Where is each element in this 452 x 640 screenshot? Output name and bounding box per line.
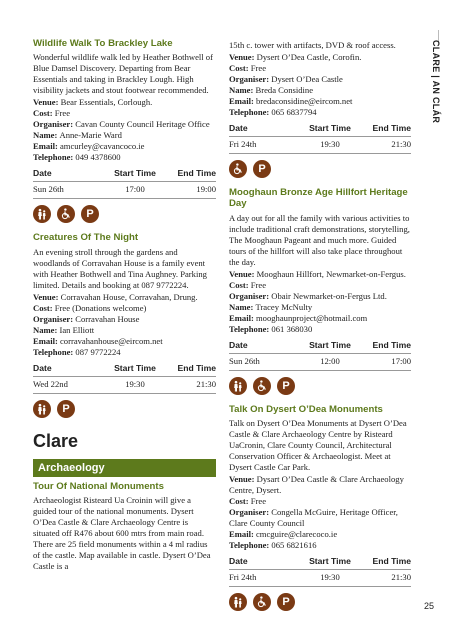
date-value: Wed 22nd — [33, 378, 68, 389]
organiser-field — [33, 119, 216, 130]
name-field-label: Name: — [229, 85, 256, 95]
parking-icon: P — [253, 160, 271, 178]
name-field — [33, 130, 216, 141]
organiser-field-label: Organiser: — [229, 74, 272, 84]
family-icon — [229, 377, 247, 395]
email-field — [33, 141, 216, 152]
date-value: Sun 26th — [229, 355, 260, 366]
schedule-header — [229, 337, 411, 354]
start-time-heading: Start Time — [114, 168, 156, 179]
facility-icons — [33, 205, 216, 223]
telephone-field-value: 061 368030 — [271, 323, 313, 334]
venue-field — [33, 97, 216, 108]
start-time-value: 19:30 — [320, 139, 340, 149]
cost-field-value: Free — [250, 495, 267, 506]
start-time-heading: Start Time — [309, 123, 351, 133]
venue-field-value: Dysart O’Dea Castle & Clare Archaeology Centre, Dysert. — [229, 473, 404, 495]
right-column — [229, 40, 411, 620]
email-field-label: Email: — [229, 312, 256, 323]
venue-field-label: Venue: — [33, 97, 61, 108]
wheelchair-icon — [229, 160, 247, 178]
event-title: Mooghaun Bronze Age Hillfort Heritage Day — [229, 187, 408, 210]
end-time-heading: End Time — [372, 555, 411, 566]
telephone-field-label: Telephone: — [33, 346, 76, 357]
start-time-heading: Start Time — [309, 339, 351, 350]
email-field — [33, 336, 216, 347]
cost-field-value: Free — [250, 279, 267, 290]
event-listing — [229, 187, 411, 395]
email-field-value: cmcguire@clarecoco.ie — [255, 528, 338, 539]
page-number: 25 — [424, 601, 435, 611]
organiser-field-value: Cavan County Council Heritage Office — [75, 119, 210, 130]
cost-field — [229, 280, 411, 291]
organiser-field-label: Organiser: — [229, 506, 272, 517]
start-time-heading: Start Time — [309, 555, 351, 566]
cost-field — [229, 496, 411, 507]
telephone-field — [229, 540, 411, 551]
date-value: Fri 24th — [229, 139, 257, 149]
organiser-field-label: Organiser: — [33, 119, 76, 130]
family-icon — [33, 400, 51, 418]
email-field-label: Email: — [229, 528, 256, 539]
start-time-value: 19:30 — [125, 378, 145, 389]
schedule-row — [229, 570, 411, 587]
left-column — [33, 38, 216, 581]
end-time-heading: End Time — [372, 123, 411, 133]
name-field-label: Name: — [33, 130, 60, 141]
date-heading: Date — [229, 339, 248, 350]
end-time-heading: End Time — [177, 362, 216, 373]
email-field-label: Email: — [33, 141, 60, 152]
schedule-header — [33, 360, 216, 377]
telephone-field-label: Telephone: — [33, 152, 76, 163]
name-field-label: Name: — [33, 324, 60, 335]
end-time-heading: End Time — [372, 339, 411, 350]
schedule-header — [229, 120, 411, 137]
start-time-value: 17:00 — [125, 184, 145, 195]
facility-icons — [33, 400, 216, 418]
organiser-field — [229, 507, 411, 529]
schedule-row — [33, 377, 216, 394]
event-title: Tour Of National Monuments — [33, 480, 164, 492]
name-field — [229, 302, 411, 313]
cost-field-value: Free — [250, 63, 267, 73]
facility-icons — [229, 160, 411, 178]
name-field — [229, 85, 411, 96]
schedule-header — [229, 553, 411, 570]
venue-field — [229, 474, 411, 496]
name-field-value: Ian Elliott — [59, 324, 95, 335]
cost-field-value: Free — [54, 108, 71, 119]
email-field-value: mooghaunproject@hotmail.com — [255, 312, 368, 323]
family-icon — [33, 205, 51, 223]
date-heading: Date — [33, 168, 52, 179]
venue-field-value: Bear Essentials, Corlough. — [60, 97, 153, 108]
event-description: An evening stroll through the gardens and woodlands of Corravahan House is a family event with Heather Bothwell and Tina Aughney. Parking limited. Details and booking at 087 9772224. — [33, 246, 207, 290]
event-listing — [229, 404, 411, 611]
event-continuation — [229, 40, 411, 178]
end-time-value: 21:30 — [196, 378, 216, 389]
schedule-row — [229, 354, 411, 371]
parking-icon: P — [57, 400, 75, 418]
organiser-field-value: Obair Newmarket-on-Fergus Ltd. — [271, 290, 387, 301]
sidebar-tab — [420, 40, 450, 150]
event-listing — [33, 232, 216, 417]
telephone-field-value: 049 4378600 — [75, 152, 121, 163]
telephone-field-value: 065 6837794 — [271, 107, 317, 117]
end-time-value: 21:30 — [391, 139, 411, 149]
email-field — [229, 529, 411, 540]
cost-field — [229, 63, 411, 74]
date-heading: Date — [229, 123, 248, 133]
organiser-field-label: Organiser: — [229, 290, 272, 301]
wheelchair-icon — [57, 205, 75, 223]
facility-icons — [229, 377, 411, 395]
cost-field — [33, 108, 216, 119]
end-time-value: 17:00 — [391, 355, 411, 366]
continuation-block — [229, 40, 411, 178]
event-title: Wildlife Walk To Brackley Lake — [33, 38, 173, 49]
date-value: Sun 26th — [33, 184, 64, 195]
name-field-value: Anne-Marie Ward — [59, 130, 122, 141]
name-field-value: Tracey McNulty — [255, 301, 313, 312]
telephone-field-label: Telephone: — [229, 323, 272, 334]
schedule-header — [33, 165, 216, 182]
event-listing — [33, 38, 216, 223]
email-field-value: amcurley@cavancoco.ie — [59, 141, 145, 152]
cost-field — [33, 303, 216, 314]
wheelchair-icon — [253, 377, 271, 395]
event-description: A day out for all the family with various activities to include traditional craft demonstrations, storytelling, The Mooghaun Pageant and much more. Guided tours of the hillfort will also take place throughout the day. — [229, 212, 410, 267]
venue-field — [229, 52, 411, 63]
telephone-field-label: Telephone: — [229, 107, 272, 117]
organiser-field-value: Congella McGuire, Heritage Officer, Clare County Council — [229, 506, 398, 528]
event-title: Creatures Of The Night — [33, 232, 139, 244]
cost-field-label: Cost: — [33, 302, 55, 313]
telephone-field-value: 065 6821616 — [271, 539, 317, 550]
event-partial — [33, 481, 216, 572]
event-description: Archaeologist Risteard Ua Croinin will give a guided tour of the national monuments. Dysert O’Dea Castle & Clare Archaeology Centre is situated off R476 about 600 mtrs from main road. There are 25 field monuments within a 4 ml radius of the castle. Map available in castle. Dysert O’Dea Castle is a — [33, 495, 211, 572]
venue-field-value: Mooghaun Hillfort, Newmarket-on-Fergus. — [256, 268, 406, 279]
name-field-label: Name: — [229, 301, 256, 312]
date-value: Fri 24th — [229, 571, 257, 582]
organiser-field-label: Organiser: — [33, 313, 76, 324]
organiser-field — [229, 291, 411, 302]
cost-field-value: Free (Donations welcome) — [54, 302, 147, 313]
telephone-field — [229, 107, 411, 118]
email-field — [229, 313, 411, 324]
sidebar-label: CLARE | AN CLÁR — [431, 40, 441, 124]
organiser-field — [229, 74, 411, 85]
wheelchair-icon — [253, 593, 271, 611]
facility-icons — [229, 593, 411, 611]
schedule-row — [229, 137, 411, 154]
cost-field-label: Cost: — [33, 108, 55, 119]
end-time-value: 19:00 — [196, 184, 216, 195]
family-icon — [229, 593, 247, 611]
end-time-heading: End Time — [177, 168, 216, 179]
start-time-value: 19:30 — [320, 571, 340, 582]
right-events — [229, 187, 411, 611]
parking-icon: P — [277, 377, 295, 395]
venue-field-label: Venue: — [229, 268, 257, 279]
county-heading: Clare — [33, 430, 79, 451]
email-field-label: Email: — [33, 335, 60, 346]
email-field-label: Email: — [229, 96, 256, 106]
cost-field-label: Cost: — [229, 279, 251, 290]
event-description: Wonderful wildlife walk led by Heather Bothwell of Blue Damsel Discovery. Departing from Bear Essentials and taking in Brackley Lough. High visibility jackets and stout footwear recommended. — [33, 52, 213, 96]
venue-field — [229, 269, 411, 280]
venue-field — [33, 292, 216, 303]
email-field — [229, 96, 411, 107]
date-heading: Date — [229, 555, 248, 566]
telephone-field — [33, 347, 216, 358]
start-time-value: 12:00 — [320, 355, 340, 366]
name-field-value: Breda Considine — [255, 85, 314, 95]
parking-icon: P — [277, 593, 295, 611]
category-band: Archaeology — [33, 459, 216, 477]
email-field-value: bredaconsidine@eircom.net — [255, 96, 353, 106]
venue-field-label: Venue: — [229, 52, 257, 62]
end-time-value: 21:30 — [391, 571, 411, 582]
parking-icon: P — [81, 205, 99, 223]
venue-field-value: Dysert O’Dea Castle, Corofin. — [256, 52, 362, 62]
telephone-field-value: 087 9772224 — [75, 346, 121, 357]
cost-field-label: Cost: — [229, 63, 251, 73]
name-field — [33, 325, 216, 336]
telephone-field — [33, 152, 216, 163]
venue-field-value: Corravahan House, Corravahan, Drung. — [60, 291, 198, 302]
date-heading: Date — [33, 362, 52, 373]
telephone-field — [229, 324, 411, 335]
event-description: 15th c. tower with artifacts, DVD & roof access. — [229, 40, 396, 50]
event-title: Talk On Dysert O’Dea Monuments — [229, 403, 383, 415]
start-time-heading: Start Time — [114, 362, 156, 373]
organiser-field-value: Corravahan House — [75, 313, 140, 324]
left-events — [33, 38, 216, 418]
email-field-value: corravahanhouse@eircom.net — [59, 335, 163, 346]
venue-field-label: Venue: — [33, 291, 61, 302]
schedule-row — [33, 182, 216, 199]
organiser-field-value: Dysert O’Dea Castle — [271, 74, 343, 84]
event-description: Talk on Dysert O’Dea Monuments at Dysert O’Dea Castle & Clare Archaeology Centre by Risteard UaCronin, Clare County Council, Architectural Conservation Officer & Archaeologist. Meet at Dysert Castle Car Park. — [229, 417, 407, 472]
telephone-field-label: Telephone: — [229, 539, 272, 550]
cost-field-label: Cost: — [229, 495, 251, 506]
organiser-field — [33, 314, 216, 325]
venue-field-label: Venue: — [229, 473, 257, 484]
